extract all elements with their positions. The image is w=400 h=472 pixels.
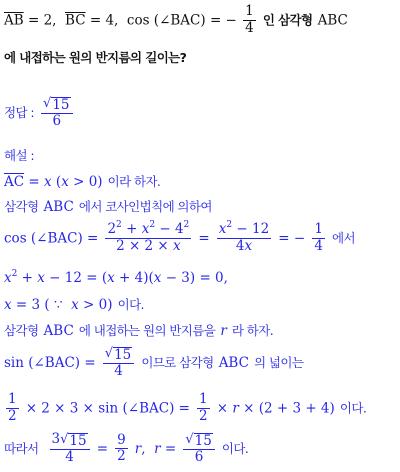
solution-label: 해설 : bbox=[4, 148, 34, 163]
solution-line-3: cos (∠BAC) = $\frac{2^2 + x^2 - 4^2}{2 \times 2 \times x}$ = $\frac{x^2 - 12}{4x}$ = − $\frac{1}{4}$ 에서 bbox=[4, 220, 355, 254]
solution-line-2: 삼각형 ABC 에서 코사인법칙에 의하여 bbox=[4, 199, 212, 215]
question-math: $\overline{AB} = 2$, $\overline{BC} = 4$, cos (∠BAC) = − bbox=[4, 12, 242, 29]
solution-line-6: 삼각형 ABC 에 내접하는 원의 반지름을 r 라 하자. bbox=[4, 323, 274, 339]
answer-line bbox=[4, 96, 75, 129]
question-fraction: $\frac{1}{4}$ bbox=[245, 3, 254, 36]
question-line-2: 에 내접하는 원의 반지름의 길이는? bbox=[4, 50, 187, 65]
question-line-1 bbox=[4, 4, 348, 36]
solution-line-9: 따라서 3 √ 15 4 = $\frac{9}{2}$ r, r = √ 15 6 이다. bbox=[4, 431, 249, 465]
question-text-a: 인 삼각형 bbox=[262, 12, 313, 28]
solution-line-8: $\frac{1}{2}$ × 2 × 3 × sin (∠BAC) = $\frac{1}{2}$ × r × (2 + 3 + 4) 이다. bbox=[8, 391, 367, 424]
cosine-law-fraction: $\frac{2^2 + x^2 - 4^2}{2 \times 2 \times x}$ bbox=[107, 220, 190, 254]
answer-label: 정답 : bbox=[4, 105, 34, 121]
solution-line-1: $\overline{AC} = x$ (x > 0) 이라 하자. bbox=[4, 174, 161, 190]
solution-line-7: sin (∠BAC) = √ 15 4 이므로 삼각형 ABC 의 넓이는 bbox=[4, 346, 304, 379]
answer-fraction: √ 15 6 bbox=[41, 96, 72, 129]
solution-line-4: $x^2 + x - 12 = (x + 4)(x - 3) = 0$, bbox=[4, 269, 228, 286]
solution-line-5: x = 3 ( ∵ x > 0) 이다. bbox=[4, 297, 144, 313]
question-abc: ABC bbox=[317, 12, 348, 29]
